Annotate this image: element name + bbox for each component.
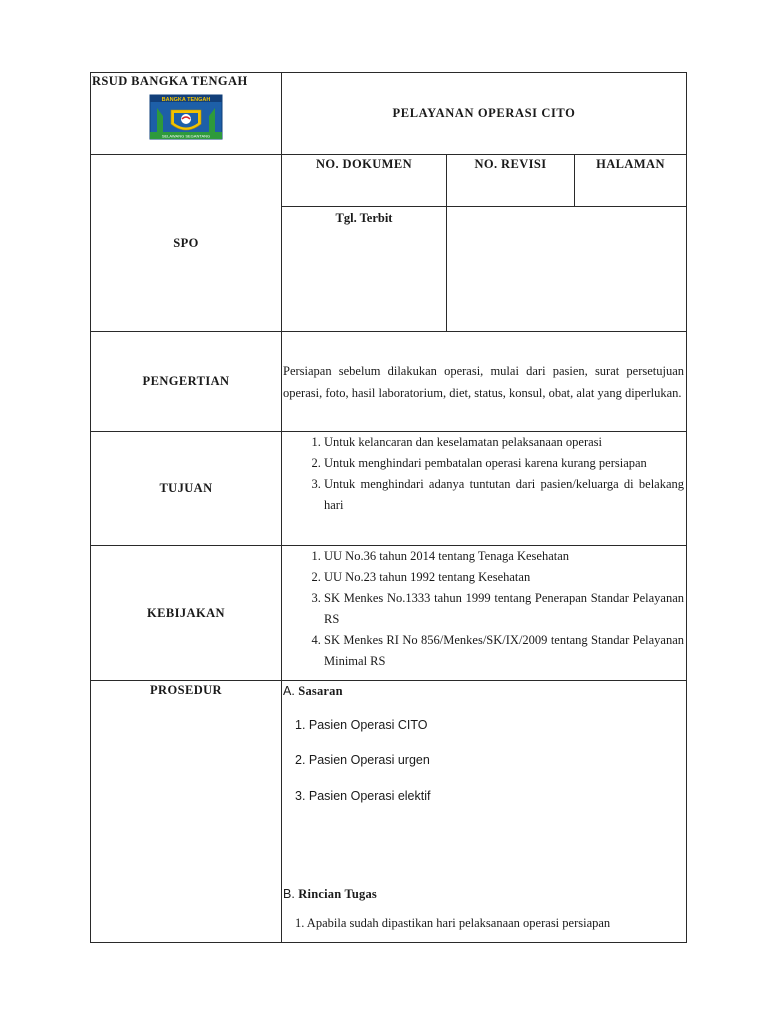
- hospital-cell: [91, 73, 282, 155]
- spo-label: SPO: [173, 235, 199, 250]
- no-revisi-label: NO. REVISI: [474, 157, 547, 171]
- tujuan-label-cell: [91, 432, 282, 546]
- list-item: 4. SK Menkes RI No 856/Menkes/SK/IX/2009 tentang Standar Pelayanan Minimal RS: [324, 630, 684, 672]
- title-cell: [282, 73, 687, 155]
- list-item: 1. Pasien Operasi CITO: [295, 718, 428, 732]
- logo-text-top: BANGKA TENGAH: [161, 96, 211, 103]
- spo-table: [90, 72, 687, 943]
- list-item: 3. Untuk menghindari adanya tuntutan dari pasien/keluarga di belakang hari: [324, 474, 684, 516]
- spo-document: [90, 72, 686, 944]
- prosedur-content-cell: [282, 681, 687, 943]
- tgl-terbit-cell: [282, 207, 447, 332]
- section-a-title: Sasaran: [298, 684, 343, 698]
- section-a-heading: [283, 683, 684, 703]
- tujuan-list-cell: [282, 432, 687, 546]
- pengertian-text: Persiapan sebelum dilakukan operasi, mulai dari pasien, surat persetujuan operasi, foto, hasil laboratorium, diet, status, konsul, obat, alat yang diperlukan.: [283, 363, 685, 400]
- tujuan-list: [282, 432, 684, 516]
- kebijakan-label: KEBIJAKAN: [147, 605, 225, 620]
- spo-cell: [91, 155, 282, 332]
- list-item: 1. Apabila sudah dipastikan hari pelaksanaan operasi persiapan: [295, 916, 611, 930]
- tgl-terbit-value-cell: [447, 207, 687, 332]
- list-item: 1. UU No.36 tahun 2014 tentang Tenaga Kesehatan: [324, 546, 684, 567]
- list-item: 3. Pasien Operasi elektif: [295, 789, 431, 803]
- pengertian-label-cell: [91, 332, 282, 432]
- kebijakan-list-cell: [282, 546, 687, 681]
- section-a-prefix: A.: [283, 684, 299, 698]
- prosedur-label-cell: [91, 681, 282, 943]
- no-dokumen-label: NO. DOKUMEN: [315, 157, 413, 171]
- hospital-logo: [149, 94, 223, 140]
- list-item: 1. Untuk kelancaran dan keselamatan pelaksanaan operasi: [324, 432, 684, 453]
- list-item: 2. Untuk menghindari pembatalan operasi karena kurang persiapan: [324, 453, 684, 474]
- list-item: 3. SK Menkes No.1333 tahun 1999 tentang Penerapan Standar Pelayanan RS: [324, 588, 684, 630]
- no-dokumen-cell: [282, 155, 447, 207]
- no-revisi-cell: [447, 155, 575, 207]
- kebijakan-list: [282, 546, 684, 672]
- halaman-label: HALAMAN: [596, 157, 665, 171]
- tujuan-label: TUJUAN: [159, 481, 213, 495]
- section-b-heading: [283, 886, 684, 902]
- pengertian-text-cell: [282, 332, 687, 432]
- hospital-name: RSUD BANGKA TENGAH: [92, 74, 248, 88]
- document-title: PELAYANAN OPERASI CITO: [392, 106, 576, 120]
- prosedur-label: PROSEDUR: [150, 683, 222, 697]
- halaman-cell: [575, 155, 687, 207]
- list-item: 2. Pasien Operasi urgen: [295, 753, 430, 767]
- section-b-prefix: B.: [283, 887, 299, 901]
- logo-text-bottom: SELAWANG SEGANTANG: [161, 133, 211, 139]
- tgl-terbit-label: Tgl. Terbit: [335, 211, 393, 225]
- pengertian-label: PENGERTIAN: [142, 374, 230, 388]
- section-b-title: Rincian Tugas: [298, 887, 377, 901]
- kebijakan-label-cell: [91, 546, 282, 681]
- list-item: 2. UU No.23 tahun 1992 tentang Kesehatan: [324, 567, 684, 588]
